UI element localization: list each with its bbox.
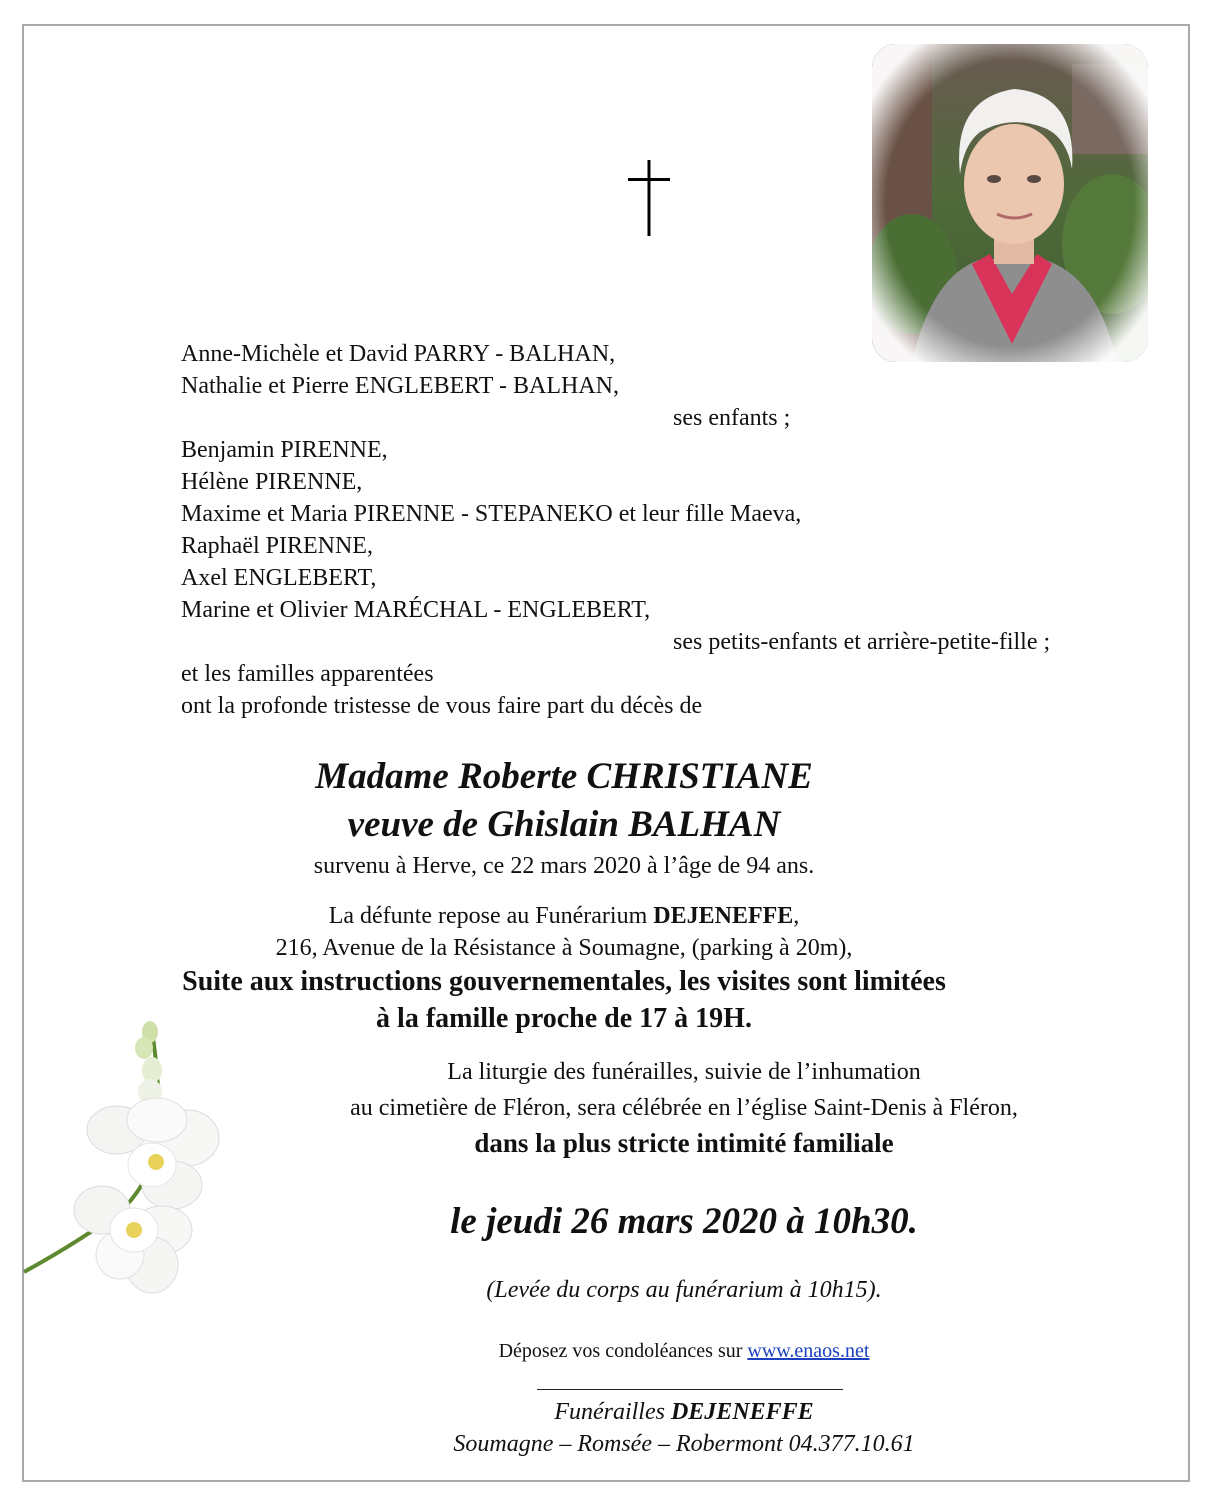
grandchild-line-1: Benjamin PIRENNE, xyxy=(181,437,388,463)
grandchild-line-2: Hélène PIRENNE, xyxy=(181,469,363,495)
footer-company xyxy=(41,1396,1214,1428)
visitation-prefix: La défunte repose au Funérarium xyxy=(328,903,654,929)
visitation-notice-1-text: Suite aux instructions gouvernementales, les visites sont limitées xyxy=(182,966,946,997)
child-line-2: Nathalie et Pierre ENGLEBERT - BALHAN, xyxy=(181,373,620,399)
children-role: ses enfants ; xyxy=(673,405,791,431)
portrait-photo xyxy=(872,44,1148,362)
cross-icon xyxy=(628,160,670,236)
ceremony-line-1-text: La liturgie des funérailles, suivie de l’inhumation xyxy=(447,1059,921,1085)
deceased-widow-of: veuve de Ghislain BALHAN xyxy=(347,804,781,845)
footer-divider xyxy=(537,1389,843,1390)
grandchild-line-5: Axel ENGLEBERT, xyxy=(181,565,377,591)
condolences-line xyxy=(41,1337,1214,1365)
ceremony-line-2-text: au cimetière de Fléron, sera célébrée en l’église Saint-Denis à Fléron, xyxy=(350,1095,1018,1121)
visitation-address: 216, Avenue de la Résistance à Soumagne, (parking à 20m), xyxy=(275,935,853,961)
grandchild-line-6: Marine et Olivier MARÉCHAL - ENGLEBERT, xyxy=(181,597,651,623)
child-line-1: Anne-Michèle et David PARRY - BALHAN, xyxy=(181,341,616,367)
visitation-notice-2-text: à la famille proche de 17 à 19H. xyxy=(376,1003,752,1034)
condolences-link[interactable]: www.enaos.net xyxy=(747,1340,870,1362)
ceremony-line-3-text: dans la plus stricte intimité familiale xyxy=(474,1128,894,1158)
closing-line-2: ont la profonde tristesse de vous faire part du décès de xyxy=(181,693,703,719)
visitation-line-1 xyxy=(41,900,1214,932)
closing-line-1: et les familles apparentées xyxy=(181,661,434,687)
orchid-decoration xyxy=(22,1010,258,1310)
ceremony-date-text: le jeudi 26 mars 2020 à 10h30. xyxy=(450,1201,918,1242)
grandchild-line-3: Maxime et Maria PIRENNE - STEPANEKO et leur fille Maeva, xyxy=(181,501,802,527)
visitation-notice-1 xyxy=(41,964,1214,1000)
funeral-home-name: DEJENEFFE xyxy=(653,903,794,929)
deceased-details-text: survenu à Herve, ce 22 mars 2020 à l’âge de 94 ans. xyxy=(313,853,815,879)
visitation-line-2 xyxy=(41,932,1214,964)
deceased-details xyxy=(41,850,1214,882)
deceased-name: Madame Roberte CHRISTIANE xyxy=(315,756,813,797)
condolences-prefix: Déposez vos condoléances sur xyxy=(498,1340,748,1362)
footer-locations-text: Soumagne – Romsée – Robermont 04.377.10.61 xyxy=(453,1431,915,1457)
visitation-comma: , xyxy=(793,903,800,929)
grandchild-line-4: Raphaël PIRENNE, xyxy=(181,533,373,559)
footer-locations xyxy=(41,1428,1214,1460)
ceremony-note-text: (Levée du corps au funérarium à 10h15). xyxy=(486,1277,882,1303)
footer-company-name: DEJENEFFE xyxy=(670,1399,814,1425)
grandchildren-role: ses petits-enfants et arrière-petite-fille ; xyxy=(673,629,1051,655)
footer-company-prefix: Funérailles xyxy=(554,1399,671,1425)
